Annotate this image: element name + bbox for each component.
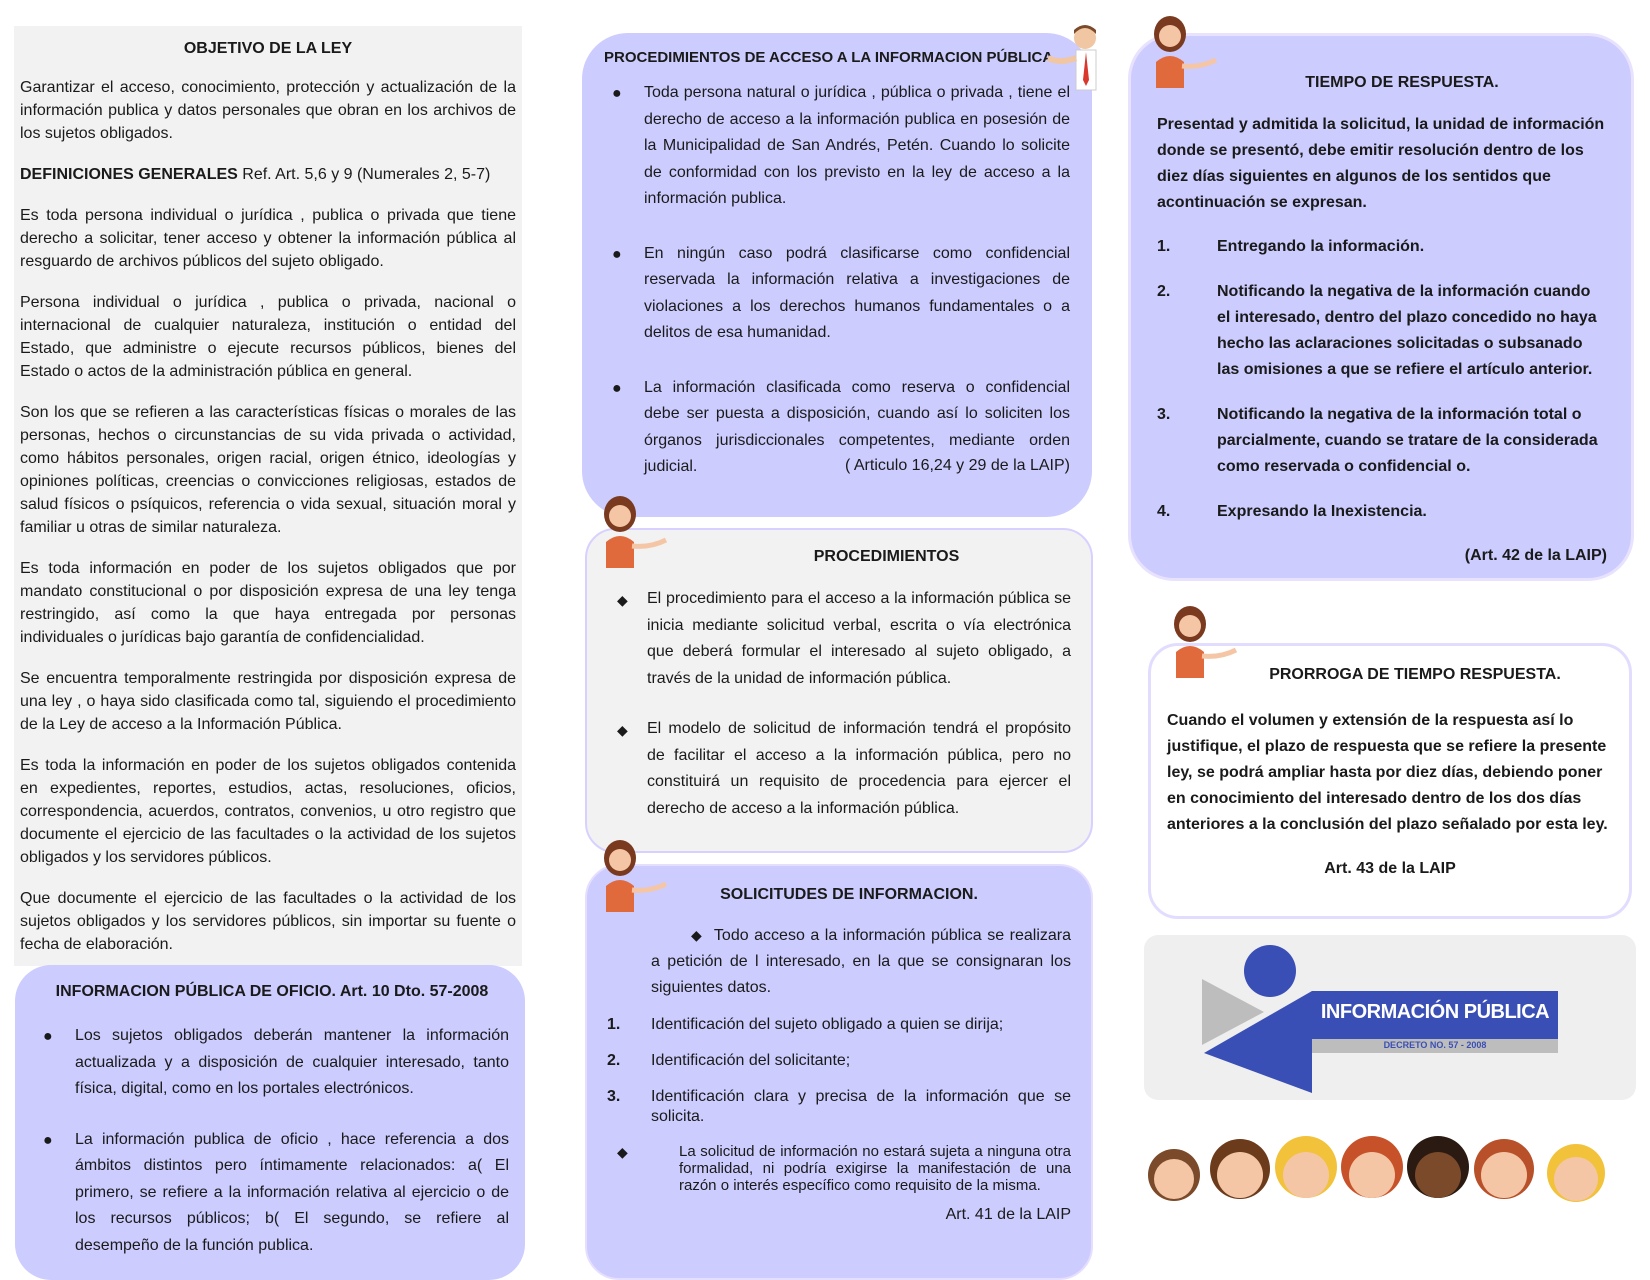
prorroga-text: Cuando el volumen y extensión de la respuesta así lo justifique, el plazo de respuesta que se refiere la presente ley, se podrá ampliar hasta por diez días, debiendo poner en conocimiento del interesado dentro de los dos días anteriores a la conclusión del plazo señalado por esta ley.: [1167, 712, 1608, 833]
bullet-icon: ●: [612, 245, 622, 263]
procedimientos-item-text: El procedimiento para el acceso a la información pública se inicia mediante solicitud verbal, escrita o vía electrónica que deberá formular el interesado al sujeto obligado, a través de la unidad de información pública.: [647, 590, 1071, 687]
prorroga-panel: [1148, 643, 1632, 919]
oficio-title: INFORMACION PÚBLICA DE OFICIO. Art. 10 Dto. 57-2008: [55, 983, 489, 1000]
solicitudes-item: [607, 1051, 1071, 1071]
tiempo-item: [1157, 279, 1607, 383]
procedimientos-item-text: El modelo de solicitud de información tendrá el propósito de facilitar el acceso a la información pública, pero no constituirá un requisito de procedencia para ejercer el derecho de acceso a la información pública.: [647, 720, 1071, 817]
item-number: 4.: [1157, 503, 1171, 520]
definicion-paragraph: Es toda persona individual o jurídica , publica o privada que tiene derecho a solicitar, tener acceso y obtener la información pública al resguardo de archivos públicos del sujeto obligado.: [20, 207, 516, 270]
solicitudes-note: [607, 1143, 1071, 1194]
bullet-icon: ●: [43, 1028, 53, 1045]
solicitudes-panel: [585, 864, 1093, 1280]
diamond-bullet-icon: ◆: [617, 592, 628, 608]
definiciones-heading: [20, 163, 516, 186]
oficio-item: [35, 1127, 509, 1260]
acceso-item: [604, 80, 1070, 213]
logo-blue-circle: [1244, 945, 1296, 997]
definiciones-label: DEFINICIONES GENERALES: [20, 166, 238, 183]
acceso-title: PROCEDIMIENTOS DE ACCESO A LA INFORMACION PÚBLICA.: [604, 49, 1058, 66]
definicion-paragraph: Que documente el ejercicio de las facultades o la actividad de los sujetos obligados y los servidores públicos, sin importar su fuente o fecha de elaboración.: [20, 890, 516, 953]
presenter-woman-icon: [592, 490, 672, 570]
item-number: 2.: [607, 1052, 621, 1069]
procedimientos-item: [607, 586, 1071, 692]
item-number: 1.: [607, 1016, 621, 1033]
tiempo-item-text: Notificando la negativa de la información total o parcialmente, cuando se tratare de la considerada como reservada o confidencial o.: [1217, 406, 1598, 475]
solicitudes-intro-text: Todo acceso a la información pública se realizara a petición de l interesado, en la que se consignaran los siguientes datos.: [651, 927, 1072, 996]
definicion-paragraph: Persona individual o jurídica , publica o privada, nacional o internacional de cualquier naturaleza, institución o entidad del Estado, que administre o ejecute recursos públicos, bienes del Estado o actos de la administración pública en general.: [20, 294, 516, 380]
bullet-icon: ●: [612, 85, 622, 102]
children-illustration: [1144, 1125, 1636, 1225]
prorroga-ref: Art. 43 de la LAIP: [1324, 860, 1456, 877]
tiempo-intro: Presentad y admitida la solicitud, la unidad de información donde se presentó, debe emitir resolución dentro de los diez días siguientes en algunos de los sentidos que acontinuación se expresan.: [1157, 116, 1605, 211]
presenter-man-icon: [1040, 20, 1110, 95]
informacion-publica-logo: [1144, 935, 1636, 1100]
solicitudes-item-text: Identificación del sujeto obligado a quien se dirija;: [651, 1016, 1004, 1033]
child-figure: [1275, 1136, 1337, 1198]
item-number: 2.: [1157, 283, 1171, 300]
objetivo-text: Garantizar el acceso, conocimiento, protección y actualización de la información publica y datos personales que obran en los archivos de los sujetos obligados.: [20, 79, 516, 142]
objetivo-panel: [14, 26, 522, 966]
acceso-panel: [582, 33, 1092, 517]
child-figure: [1210, 1139, 1270, 1199]
solicitudes-note-text: La solicitud de información no estará sujeta a ninguna otra formalidad, ni podría exigirse la manifestación de una razón o interés específico como requisito de la misma.: [679, 1143, 1071, 1194]
item-number: 3.: [1157, 406, 1171, 423]
item-number: 3.: [607, 1088, 621, 1105]
child-figure: [1407, 1136, 1469, 1198]
logo-subtitle: DECRETO NO. 57 - 2008: [1383, 1040, 1487, 1050]
child-figure: [1474, 1139, 1534, 1199]
diamond-bullet-icon: ◆: [617, 722, 628, 738]
diamond-bullet-icon: ◆: [617, 1144, 628, 1160]
tiempo-item: [1157, 499, 1607, 525]
procedimientos-panel: [585, 528, 1093, 853]
definicion-paragraph: Son los que se refieren a las características físicas o morales de las personas, hechos o circunstancias de su vida privada o actividad, como hábitos personales, origen racial, origen étnico, ideologías y opiniones políticas, creencias o convicciones religiosas, estados de salud físicos o psíquicos, referencia o vida sexual, situación moral y familiar u otras de similar naturaleza.: [20, 404, 516, 536]
tiempo-item: [1157, 402, 1607, 480]
oficio-item-text: Los sujetos obligados deberán mantener la información actualizada y a disposición de cualquier interesado, tanto física, digital, como en los portales electrónicos.: [75, 1027, 509, 1097]
presenter-woman-icon: [1142, 10, 1222, 90]
tiempo-item-text: Entregando la información.: [1217, 238, 1425, 255]
solicitudes-item: [607, 1015, 1071, 1035]
solicitudes-item-text: Identificación del solicitante;: [651, 1052, 851, 1069]
tiempo-item-text: Expresando la Inexistencia.: [1217, 503, 1427, 520]
item-number: 1.: [1157, 238, 1171, 255]
solicitudes-ref: Art. 41 de la LAIP: [945, 1206, 1071, 1223]
oficio-item: [35, 1023, 509, 1103]
oficio-panel: [15, 965, 525, 1280]
bullet-icon: ●: [43, 1131, 53, 1149]
solicitudes-item: [607, 1087, 1071, 1127]
tiempo-title: TIEMPO DE RESPUESTA.: [1305, 74, 1499, 91]
definicion-paragraph: Es toda la información en poder de los sujetos obligados contenida en expedientes, reportes, estudios, actas, resoluciones, oficios, correspondencia, acuerdos, contratos, convenios, u otro registro que documente el ejercicio de las facultades o la actividad de los sujetos obligados y los servidores públicos.: [20, 757, 516, 866]
definicion-paragraph: Se encuentra temporalmente restringida por disposición expresa de una ley , o haya sido clasificada como tal, siguiendo el procedimiento de la Ley de acceso a la Información Pública.: [20, 670, 516, 733]
child-figure: [1547, 1144, 1605, 1202]
solicitudes-title: SOLICITUDES DE INFORMACION.: [720, 886, 978, 903]
acceso-item-text: Toda persona natural o jurídica , pública o privada , tiene el derecho de acceso a la información publica en posesión de la Municipalidad de San Andrés, Petén. Cuando lo solicite de conformidad con los previsto en la ley de acceso a la información publica.: [644, 84, 1070, 207]
acceso-ref: ( Articulo 16,24 y 29 de la LAIP): [844, 456, 1070, 474]
definicion-paragraph: Es toda información en poder de los sujetos obligados que por mandato constitucional o por disposición expresa de una ley tenga restringido, así como la que haya entregada por personas individuales o jurídicas bajo garantía de confidencialidad.: [20, 560, 516, 646]
bullet-icon: ●: [612, 379, 622, 397]
tiempo-panel: [1128, 33, 1634, 581]
presenter-woman-icon: [1162, 600, 1242, 680]
solicitudes-intro: [607, 922, 1071, 1001]
objetivo-title: OBJETIVO DE LA LEY: [183, 40, 353, 57]
acceso-item: [604, 241, 1070, 347]
diamond-bullet-icon: ◆: [691, 927, 703, 943]
tiempo-item: [1157, 234, 1607, 260]
child-figure: [1341, 1136, 1403, 1198]
procedimientos-item: [607, 716, 1071, 822]
solicitudes-item-text: Identificación clara y precisa de la información que se solicita.: [651, 1088, 1071, 1125]
definiciones-ref: Ref. Art. 5,6 y 9 (Numerales 2, 5-7): [237, 166, 491, 183]
acceso-item-text: La información clasificada como reserva o confidencial debe ser puesta a disposición, cuando así lo soliciten los órganos jurisdiccionales competentes, mediante orden judicial.: [644, 378, 1070, 475]
logo-title: INFORMACIÓN PÚBLICA: [1320, 1001, 1550, 1023]
oficio-item-text: La información publica de oficio , hace referencia a dos ámbitos distintos pero íntimamente relacionados: a( El primero, se refiere a la información relativa al ejercicio o de los recursos públicos; b( El segundo, se refiere al desempeño de la función publica.: [75, 1130, 509, 1254]
procedimientos-title: PROCEDIMIENTOS: [813, 548, 960, 565]
acceso-item: [604, 375, 1070, 481]
acceso-item-text: En ningún caso podrá clasificarse como confidencial reservada la información relativa a investigaciones de violaciones a los derechos humanos fundamentales o a delitos de esa humanidad.: [644, 244, 1070, 341]
tiempo-item-text: Notificando la negativa de la información cuando el interesado, dentro del plazo concedido no haya hecho las aclaraciones solicitadas o subsanado las omisiones a que se refiere el artículo anterior.: [1217, 283, 1597, 378]
child-figure: [1148, 1149, 1200, 1201]
presenter-woman-icon: [592, 834, 672, 914]
tiempo-ref: (Art. 42 de la LAIP): [1464, 547, 1607, 564]
prorroga-title: PRORROGA DE TIEMPO RESPUESTA.: [1269, 666, 1561, 683]
